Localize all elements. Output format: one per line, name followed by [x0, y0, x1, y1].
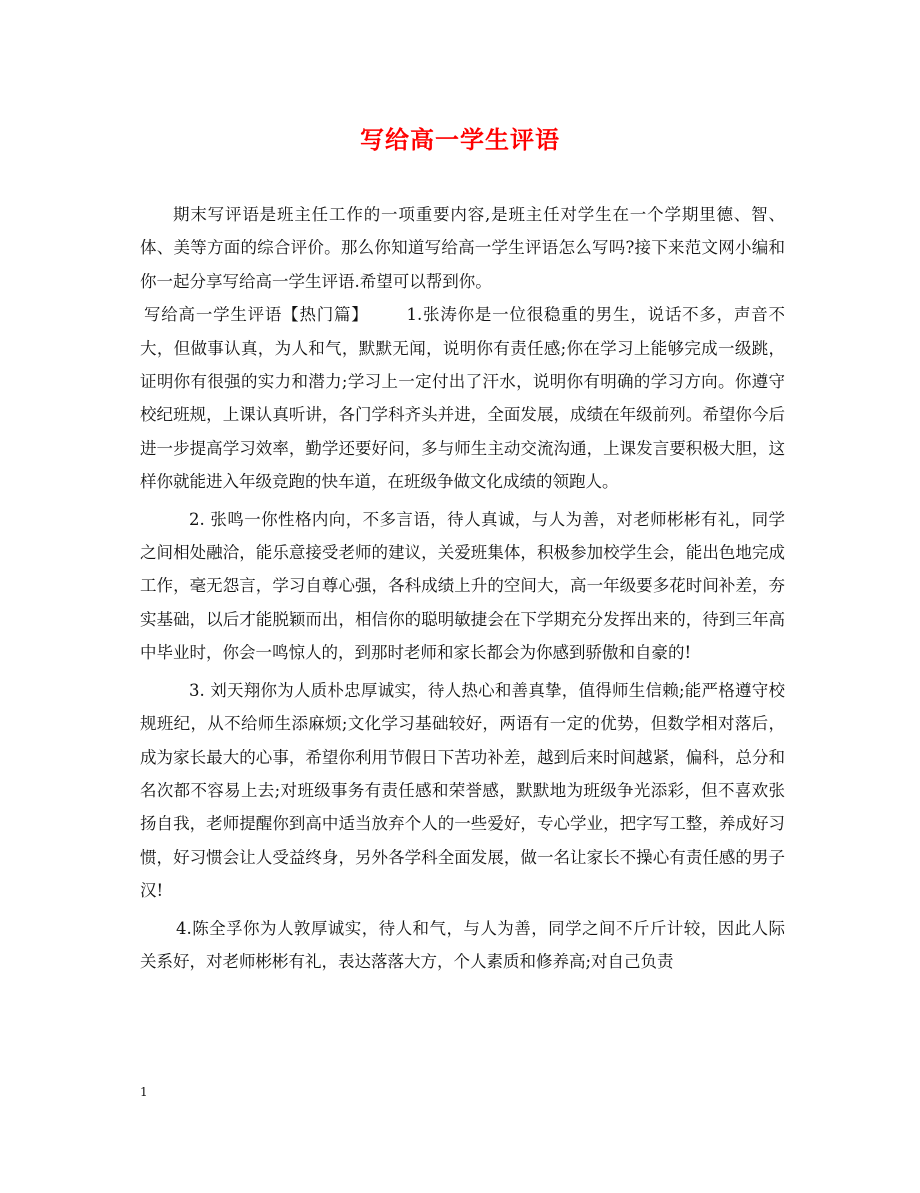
- intro-paragraph: 期末写评语是班主任工作的一项重要内容,是班主任对学生在一个学期里德、智、体、美等方面的综合评价。那么你知道写给高一学生评语怎么写吗?接下来范文网小编和你一起分享写给高一学生评语.希望可以帮到你。: [140, 205, 785, 291]
- comment-item-1: 1.张涛你是一位很稳重的男生，说话不多，声音不大，但做事认真，为人和气，默默无闻，说明你有责任感;你在学习上能够完成一级跳，证明你有很强的实力和潜力;学习上一定付出了汗水，说明你有明确的学习方向。你遵守校纪班规，上课认真听讲，各门学科齐头并进，全面发展，成绩在年级前列。希望你今后进一步提高学习效率，勤学还要好问，多与师生主动交流沟通，上课发言要积极大胆，这样你就能进入年级竞跑的快车道，在班级争做文化成绩的领跑人。: [140, 305, 786, 492]
- page-number: 1: [140, 1085, 148, 1099]
- document-title: 写给高一学生评语: [360, 125, 560, 154]
- document-body: [140, 198, 785, 978]
- hot-section-paragraph: [140, 298, 785, 498]
- comment-item-2: 2. 张鸣一你性格内向，不多言语，待人真诚，与人为善，对老师彬彬有礼，同学之间相处融洽，能乐意接受老师的建议，关爱班集体，积极参加校学生会，能出色地完成工作，毫无怨言，学习自尊心强，各科成绩上升的空间大，高一年级要多花时间补差，夯实基础，以后才能脱颖而出，相信你的聪明敏捷会在下学期充分发挥出来的，待到三年高中毕业时，你会一鸣惊人的，到那时老师和家长都会为你感到骄傲和自豪的!: [140, 509, 785, 663]
- comment-item-3: 3. 刘天翔你为人质朴忠厚诚实，待人热心和善真挚，值得师生信赖;能严格遵守校规班纪，从不给师生添麻烦;文化学习基础较好，两语有一定的优势，但数学相对落后，成为家长最大的心事，希望你利用节假日下苦功补差，越到后来时间越紧，偏科，总分和名次都不容易上去;对班级事务有责任感和荣誉感，默默地为班级争光添彩，但不喜欢张扬自我，老师提醒你到高中适当放弃个人的一些爱好，专心学业，把字写工整，养成好习惯，好习惯会让人受益终身，另外各学科全面发展，做一名让家长不操心有责任感的男子汉!: [140, 680, 785, 901]
- hot-section-heading: 写给高一学生评语【热门篇】: [144, 305, 369, 325]
- comment-item-4: 4.陈全孚你为人敦厚诚实，待人和气，与人为善，同学之间不斤斤计较，因此人际关系好，对老师彬彬有礼，表达落落大方，个人素质和修养高;对自己负责: [140, 918, 785, 971]
